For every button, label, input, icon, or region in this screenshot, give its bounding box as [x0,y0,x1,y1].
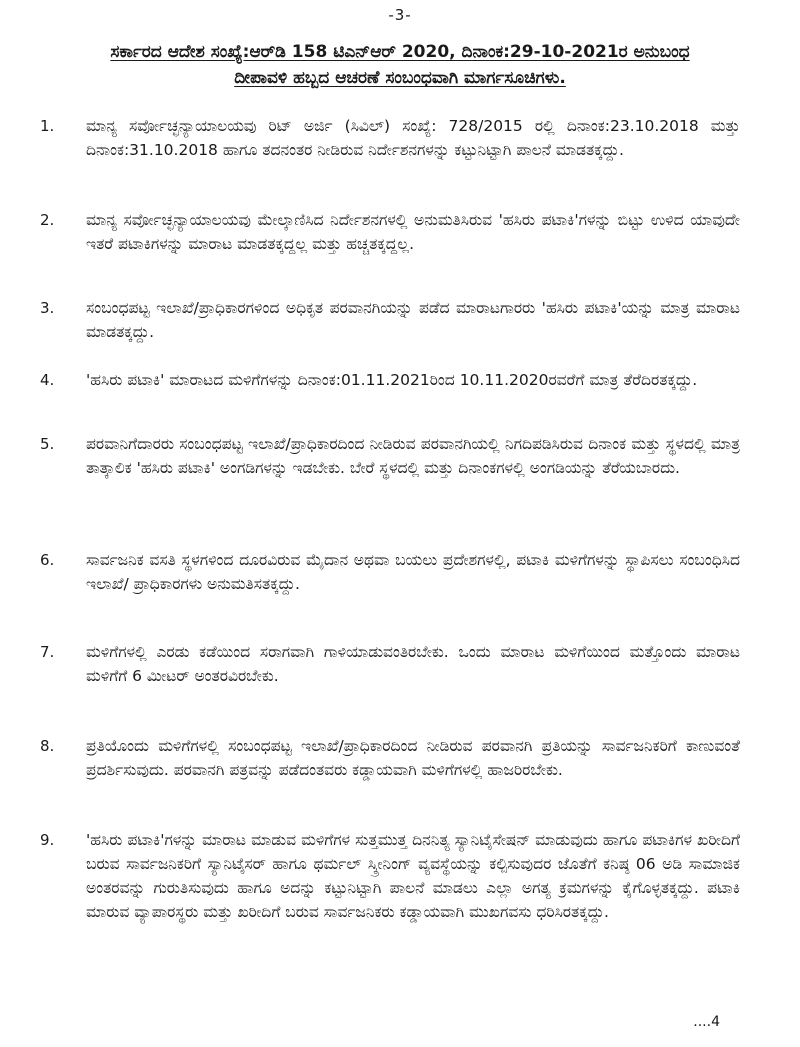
guideline-number: 3. [40,299,55,317]
guideline-number: 7. [40,643,55,661]
guideline-item [40,114,740,162]
guideline-text: 'ಹಸಿರು ಪಟಾಕಿ' ಮಾರಾಟದ ಮಳಿಗೆಗಳನ್ನು ದಿನಾಂಕ:01.11.2021ರಿಂದ 10.11.2020ರವರೆಗೆ ಮಾತ್ರ ತೆರೆದಿರತಕ್ಕದ್ದು. [86,371,698,389]
guideline-number: 4. [40,371,55,389]
guideline-text: 'ಹಸಿರು ಪಟಾಕಿ'ಗಳನ್ನು ಮಾರಾಟ ಮಾಡುವ ಮಳಿಗೆಗಳ ಸುತ್ತಮುತ್ತ ದಿನನಿತ್ಯ ಸ್ಯಾನಿಟೈಸೇಷನ್ ಮಾಡುವುದು ಹಾಗೂ ಪಟಾಕಿಗಳ ಖರೀದಿಗೆ ಬರುವ ಸಾರ್ವಜನಿಕರಿಗೆ ಸ್ಯಾನಿಟೈಸರ್ ಹಾಗೂ ಥರ್ಮಲ್ ಸ್ಕ್ರೀನಿಂಗ್ ವ್ಯವಸ್ಥೆಯನ್ನು ಕಲ್ಪಿಸುವುದರ ಜೊತೆಗೆ ಕನಿಷ್ಠ 06 ಅಡಿ ಸಾಮಾಜಿಕ ಅಂತರವನ್ನು ಗುರುತಿಸುವುದು ಹಾಗೂ ಅದನ್ನು ಕಟ್ಟುನಿಟ್ಟಾಗಿ ಪಾಲನೆ ಮಾಡಲು ಎಲ್ಲಾ ಅಗತ್ಯ ಕ್ರಮಗಳನ್ನು ಕೈಗೊಳ್ಳತಕ್ಕದ್ದು. ಪಟಾಕಿ ಮಾರುವ ವ್ಯಾಪಾರಸ್ಥರು ಮತ್ತು ಖರೀದಿಗೆ ಬರುವ ಸಾರ್ವಜನಿಕರು ಕಡ್ಡಾಯವಾಗಿ ಮುಖಗವಸು ಧರಿಸಿರತಕ್ಕದ್ದು. [86,831,740,921]
guideline-number: 2. [40,211,55,229]
guideline-item [40,432,740,480]
guideline-item [40,368,740,392]
guideline-text: ಸಾರ್ವಜನಿಕ ವಸತಿ ಸ್ಥಳಗಳಿಂದ ದೂರವಿರುವ ಮೈದಾನ ಅಥವಾ ಬಯಲು ಪ್ರದೇಶಗಳಲ್ಲಿ, ಪಟಾಕಿ ಮಳಿಗೆಗಳನ್ನು ಸ್ಥಾಪಿಸಲು ಸಂಬಂಧಿಸಿದ ಇಲಾಖೆ/ ಪ್ರಾಧಿಕಾರಗಳು ಅನುಮತಿಸತಕ್ಕದ್ದು. [86,551,740,593]
guidelines-title: ದೀಪಾವಳಿ ಹಬ್ಬದ ಆಚರಣೆ ಸಂಬಂಧವಾಗಿ ಮಾರ್ಗಸೂಚಿಗಳು. [234,68,566,88]
continuation-marker: ....4 [693,1014,720,1030]
page-number: -3- [388,6,412,24]
guideline-text: ಮಾನ್ಯ ಸರ್ವೋಚ್ಛನ್ಯಾಯಾಲಯವು ರಿಟ್ ಅರ್ಜಿ (ಸಿವಿಲ್) ಸಂಖ್ಯೆ: 728/2015 ರಲ್ಲಿ ದಿನಾಂಕ:23.10.2018 ಮತ್ತು ದಿನಾಂಕ:31.10.2018 ಹಾಗೂ ತದನಂತರ ನೀಡಿರುವ ನಿರ್ದೇಶನಗಳನ್ನು ಕಟ್ಟುನಿಟ್ಟಾಗಿ ಪಾಲನೆ ಮಾಡತಕ್ಕದ್ದು. [86,117,740,159]
guideline-text: ಮಾನ್ಯ ಸರ್ವೋಚ್ಛನ್ಯಾಯಾಲಯವು ಮೇಲ್ಕಾಣಿಸಿದ ನಿರ್ದೇಶನಗಳಲ್ಲಿ ಅನುಮತಿಸಿರುವ 'ಹಸಿರು ಪಟಾಕಿ'ಗಳನ್ನು ಬಿಟ್ಟು ಉಳಿದ ಯಾವುದೇ ಇತರೆ ಪಟಾಕಿಗಳನ್ನು ಮಾರಾಟ ಮಾಡತಕ್ಕದ್ದಲ್ಲ ಮತ್ತು ಹಚ್ಚತಕ್ಕದ್ದಲ್ಲ. [86,211,740,253]
guideline-item [40,208,740,256]
guideline-text: ಮಳಿಗೆಗಳಲ್ಲಿ ಎರಡು ಕಡೆಯಿಂದ ಸರಾಗವಾಗಿ ಗಾಳಿಯಾಡುವಂತಿರಬೇಕು. ಒಂದು ಮಾರಾಟ ಮಳಿಗೆಯಿಂದ ಮತ್ತೊಂದು ಮಾರಾಟ ಮಳಿಗೆಗೆ 6 ಮೀಟರ್ ಅಂತರವಿರಬೇಕು. [86,643,740,685]
guideline-item [40,734,740,782]
guideline-text: ಸಂಬಂಧಪಟ್ಟ ಇಲಾಖೆ/ಪ್ರಾಧಿಕಾರಗಳಿಂದ ಅಧಿಕೃತ ಪರವಾನಗಿಯನ್ನು ಪಡೆದ ಮಾರಾಟಗಾರರು 'ಹಸಿರು ಪಟಾಕಿ'ಯನ್ನು ಮಾತ್ರ ಮಾರಾಟ ಮಾಡತಕ್ಕದ್ದು. [86,299,740,341]
guideline-number: 9. [40,831,55,849]
guideline-item [40,548,740,596]
guideline-number: 6. [40,551,55,569]
guideline-item [40,296,740,344]
guideline-number: 5. [40,435,55,453]
guideline-number: 1. [40,117,55,135]
guideline-text: ಪರವಾನಿಗೆದಾರರು ಸಂಬಂಧಪಟ್ಟ ಇಲಾಖೆ/ಪ್ರಾಧಿಕಾರದಿಂದ ನೀಡಿರುವ ಪರವಾನಗಿಯಲ್ಲಿ ನಿಗದಿಪಡಿಸಿರುವ ದಿನಾಂಕ ಮತ್ತು ಸ್ಥಳದಲ್ಲಿ ಮಾತ್ರ ತಾತ್ಕಾಲಿಕ 'ಹಸಿರು ಪಟಾಕಿ' ಅಂಗಡಿಗಳನ್ನು ಇಡಬೇಕು. ಬೇರೆ ಸ್ಥಳದಲ್ಲಿ ಮತ್ತು ದಿನಾಂಕಗಳಲ್ಲಿ ಅಂಗಡಿಯನ್ನು ತೆರೆಯಬಾರದು. [86,435,740,477]
guideline-item [40,828,740,924]
guideline-number: 8. [40,737,55,755]
order-reference-heading: ಸರ್ಕಾರದ ಆದೇಶ ಸಂಖ್ಯೆ:ಆರ್‌ಡಿ 158 ಟಿಎನ್‌ಆರ್ 2020, ದಿನಾಂಕ:29-10-2021ರ ಅನುಬಂಧ [110,42,690,62]
guideline-text: ಪ್ರತಿಯೊಂದು ಮಳಿಗೆಗಳಲ್ಲಿ ಸಂಬಂಧಪಟ್ಟ ಇಲಾಖೆ/ಪ್ರಾಧಿಕಾರದಿಂದ ನೀಡಿರುವ ಪರವಾನಗಿ ಪ್ರತಿಯನ್ನು ಸಾರ್ವಜನಿಕರಿಗೆ ಕಾಣುವಂತೆ ಪ್ರದರ್ಶಿಸುವುದು. ಪರವಾನಗಿ ಪತ್ರವನ್ನು ಪಡೆದಂತವರು ಕಡ್ಡಾಯವಾಗಿ ಮಳಿಗೆಗಳಲ್ಲಿ ಹಾಜರಿರಬೇಕು. [86,737,740,779]
guideline-item [40,640,740,688]
